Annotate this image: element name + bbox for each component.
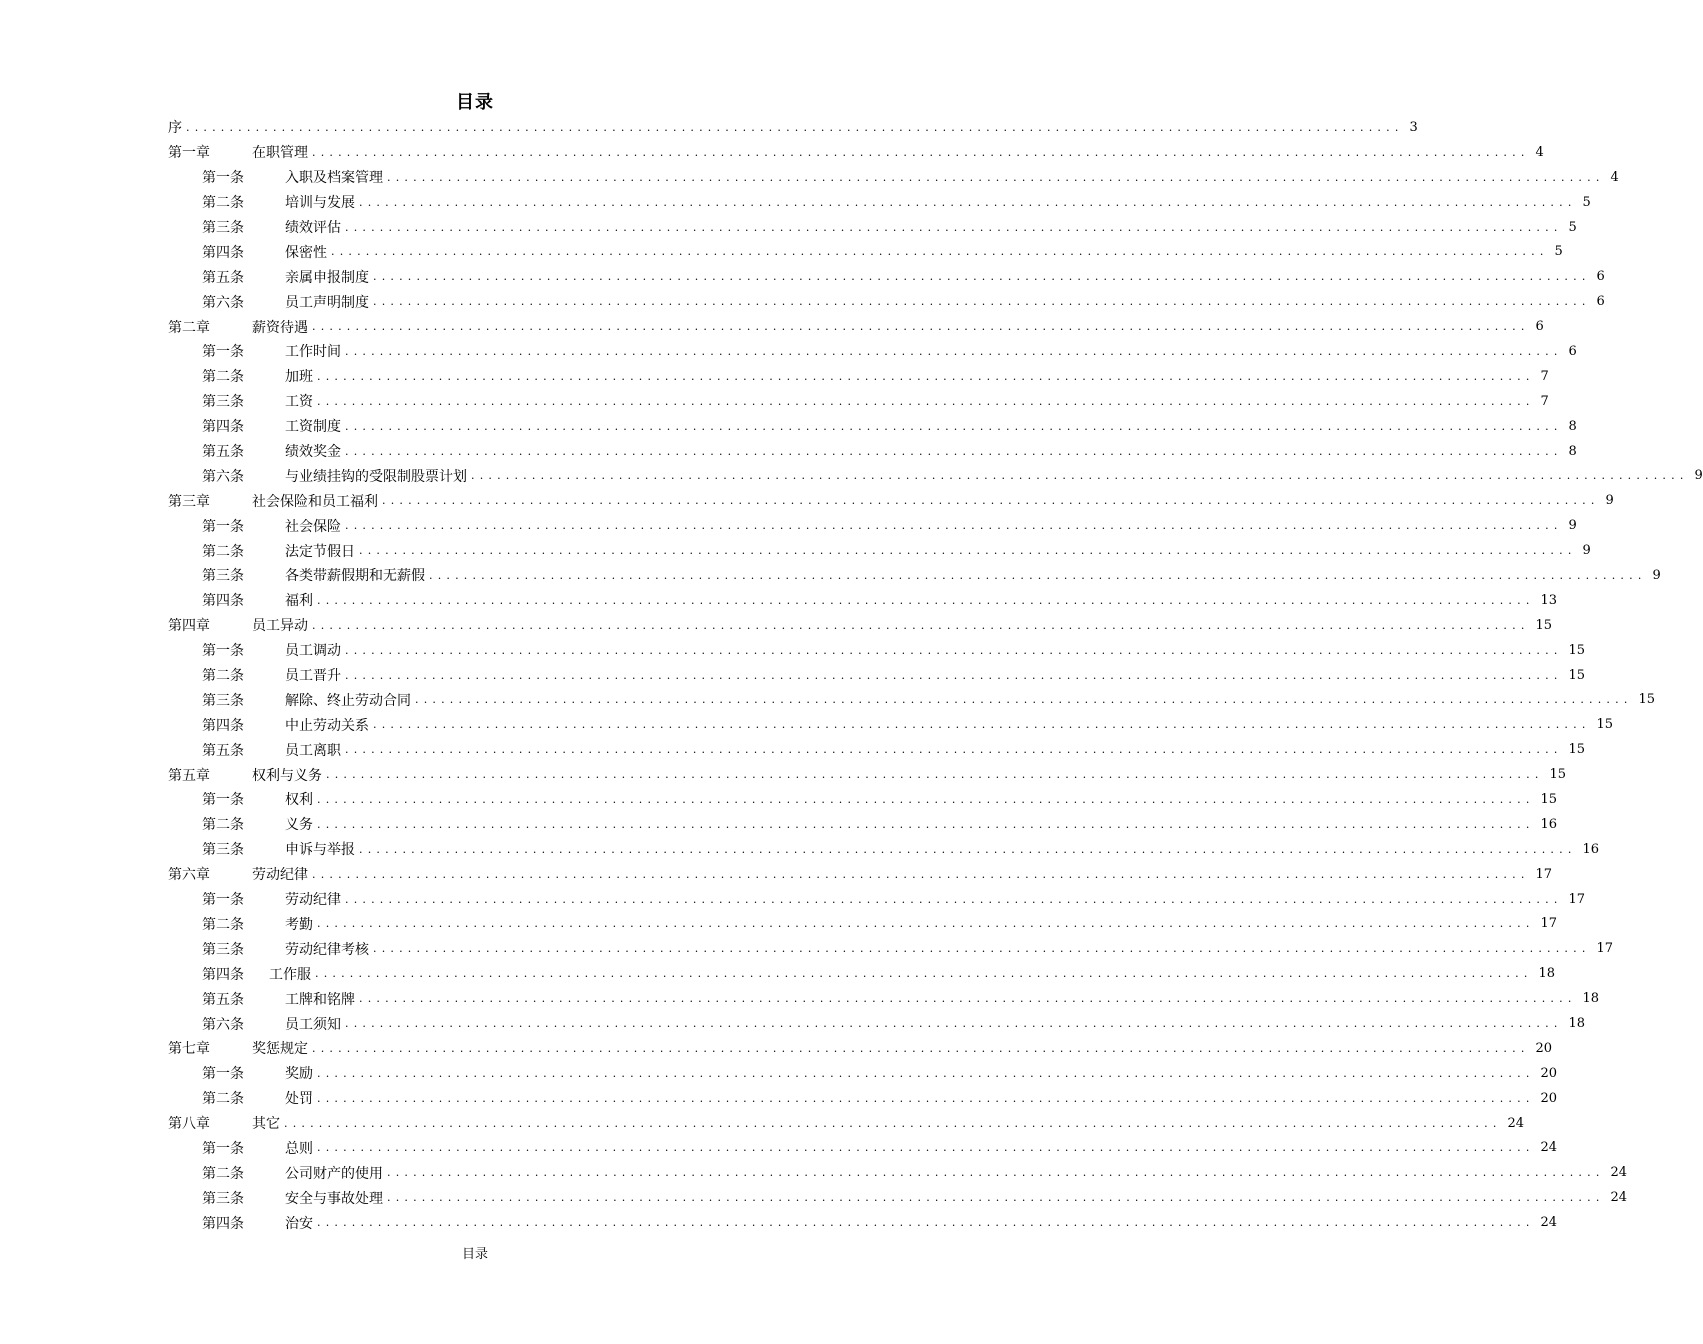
entry-page-number: 18 <box>1582 991 1600 1007</box>
entry-page-number: 13 <box>1540 592 1558 608</box>
entry-number: 第三条 <box>202 692 244 709</box>
dot-leader: ............................................................................................................................................ <box>345 444 1563 458</box>
toc-chapter-entry[interactable] <box>168 140 1544 165</box>
dot-leader: ............................................................................................................................................ <box>387 1166 1605 1180</box>
dot-leader: ............................................................................................................................................ <box>345 643 1563 657</box>
entry-number: 第六条 <box>202 468 244 485</box>
entry-number: 第三条 <box>202 568 244 585</box>
entry-page-number: 15 <box>1568 667 1586 683</box>
toc-article-entry[interactable] <box>168 687 1656 712</box>
entry-title: 工牌和铭牌 <box>285 991 355 1008</box>
toc-article-entry[interactable] <box>168 389 1549 414</box>
entry-page-number: 24 <box>1540 1140 1558 1156</box>
dot-leader: ............................................................................................................................................ <box>317 369 1535 383</box>
toc-article-entry[interactable] <box>168 986 1600 1011</box>
entry-page-number: 20 <box>1540 1065 1558 1081</box>
entry-page-number: 6 <box>1535 319 1544 335</box>
entry-number: 第三条 <box>202 220 244 236</box>
entry-page-number: 17 <box>1535 866 1553 882</box>
entry-title: 法定节假日 <box>285 543 355 560</box>
entry-page-number: 5 <box>1582 194 1591 210</box>
toc-article-entry[interactable] <box>168 912 1558 937</box>
entry-page-number: 5 <box>1554 244 1563 260</box>
dot-leader: ............................................................................................................................................ <box>186 120 1404 134</box>
entry-title: 加班 <box>285 369 313 386</box>
entry-number: 第五条 <box>202 444 244 461</box>
entry-number: 第一条 <box>202 1140 244 1157</box>
entry-number: 第二条 <box>202 195 244 212</box>
entry-title: 申诉与举报 <box>285 842 355 859</box>
entry-title: 在职管理 <box>252 145 308 162</box>
entry-number: 第一条 <box>202 792 244 809</box>
toc-article-entry[interactable] <box>168 787 1558 812</box>
entry-page-number: 6 <box>1596 269 1605 285</box>
entry-page-number: 15 <box>1638 692 1656 708</box>
dot-leader: ............................................................................................................................................ <box>382 494 1600 508</box>
entry-title: 奖励 <box>285 1066 313 1083</box>
dot-leader: ............................................................................................................................................ <box>312 145 1530 159</box>
entry-title: 培训与发展 <box>285 195 355 212</box>
entry-number: 第八章 <box>168 1116 210 1133</box>
entry-page-number: 24 <box>1507 1115 1525 1131</box>
dot-leader: ............................................................................................................................................ <box>359 992 1577 1006</box>
entry-number: 第五条 <box>202 742 244 759</box>
toc-chapter-entry[interactable] <box>168 488 1614 513</box>
toc-article-entry[interactable] <box>168 737 1586 762</box>
entry-title: 劳动纪律 <box>252 867 308 884</box>
entry-number: 第四条 <box>202 419 244 436</box>
toc-article-entry[interactable] <box>168 1210 1558 1235</box>
entry-title: 其它 <box>252 1116 280 1133</box>
entry-number: 第一条 <box>202 170 244 187</box>
toc-article-entry[interactable] <box>168 339 1577 364</box>
entry-page-number: 17 <box>1540 916 1558 932</box>
dot-leader: ............................................................................................................................................ <box>387 170 1605 184</box>
dot-leader: ............................................................................................................................................ <box>317 817 1535 831</box>
dot-leader: ............................................................................................................................................ <box>471 469 1689 483</box>
entry-title: 社会保险和员工福利 <box>252 493 378 510</box>
dot-leader: ............................................................................................................................................ <box>359 195 1577 209</box>
entry-title: 社会保险 <box>285 518 341 535</box>
dot-leader: ............................................................................................................................................ <box>331 245 1549 259</box>
toc-chapter-entry[interactable] <box>168 862 1553 887</box>
entry-page-number: 17 <box>1568 891 1586 907</box>
dot-leader: ............................................................................................................................................ <box>317 917 1535 931</box>
entry-title: 亲属申报制度 <box>285 269 369 286</box>
entry-page-number: 9 <box>1582 543 1591 559</box>
entry-number: 第六条 <box>202 1016 244 1033</box>
entry-title: 公司财产的使用 <box>285 1165 383 1182</box>
entry-number: 第五条 <box>202 269 244 286</box>
entry-number: 第二条 <box>202 817 244 834</box>
toc-chapter-entry[interactable] <box>168 1111 1525 1136</box>
toc-chapter-entry[interactable] <box>168 115 1418 140</box>
page-title: 目录 <box>456 92 494 113</box>
toc-article-entry[interactable] <box>168 1011 1586 1036</box>
dot-leader: ............................................................................................................................................ <box>373 942 1591 956</box>
entry-page-number: 9 <box>1694 468 1703 484</box>
entry-number: 第三章 <box>168 493 210 510</box>
entry-title: 员工须知 <box>285 1016 341 1033</box>
entry-number: 第二条 <box>202 1165 244 1182</box>
entry-page-number: 20 <box>1540 1090 1558 1106</box>
entry-number: 第一条 <box>202 892 244 909</box>
entry-title: 工作服 <box>269 966 311 983</box>
entry-number: 第二章 <box>168 319 210 336</box>
entry-title: 员工调动 <box>285 643 341 660</box>
dot-leader: ............................................................................................................................................ <box>326 768 1544 782</box>
entry-page-number: 24 <box>1610 1165 1628 1181</box>
entry-page-number: 15 <box>1535 617 1553 633</box>
toc-article-entry[interactable] <box>168 887 1586 912</box>
entry-number: 第三条 <box>202 394 244 411</box>
toc-article-entry[interactable] <box>168 165 1619 190</box>
entry-number: 第四条 <box>202 593 244 610</box>
dot-leader: ............................................................................................................................................ <box>345 743 1563 757</box>
entry-number: 第一条 <box>202 518 244 535</box>
dot-leader: ............................................................................................................................................ <box>317 1066 1535 1080</box>
dot-leader: ............................................................................................................................................ <box>359 842 1577 856</box>
entry-title: 劳动纪律考核 <box>285 941 369 958</box>
entry-number: 第三条 <box>202 941 244 958</box>
toc-article-entry[interactable] <box>168 712 1614 737</box>
entry-page-number: 18 <box>1568 1016 1586 1031</box>
toc-article-entry[interactable] <box>168 264 1605 289</box>
entry-page-number: 6 <box>1568 343 1577 359</box>
entry-page-number: 8 <box>1568 443 1577 459</box>
entry-number: 第四条 <box>202 244 244 261</box>
entry-number: 第二条 <box>202 916 244 933</box>
entry-page-number: 16 <box>1540 816 1558 832</box>
entry-page-number: 17 <box>1596 941 1614 957</box>
dot-leader: ............................................................................................................................................ <box>429 568 1647 582</box>
dot-leader: ............................................................................................................................................ <box>373 270 1591 284</box>
entry-title: 员工离职 <box>285 742 341 759</box>
entry-page-number: 6 <box>1596 294 1605 310</box>
entry-page-number: 24 <box>1540 1215 1558 1231</box>
toc-chapter-entry[interactable] <box>168 314 1544 339</box>
entry-number: 第四条 <box>202 717 244 734</box>
toc-article-entry[interactable] <box>168 239 1563 264</box>
dot-leader: ............................................................................................................................................ <box>315 967 1533 981</box>
entry-title: 义务 <box>285 817 313 834</box>
entry-title: 劳动纪律 <box>285 892 341 909</box>
entry-page-number: 15 <box>1549 767 1567 783</box>
dot-leader: ............................................................................................................................................ <box>317 1091 1535 1105</box>
dot-leader: ............................................................................................................................................ <box>345 668 1563 682</box>
dot-leader: ............................................................................................................................................ <box>345 419 1563 433</box>
entry-page-number: 15 <box>1596 717 1614 733</box>
entry-page-number: 15 <box>1540 791 1558 807</box>
entry-page-number: 3 <box>1409 119 1418 135</box>
entry-title: 解除、终止劳动合同 <box>285 692 411 709</box>
entry-page-number: 8 <box>1568 418 1577 434</box>
toc-article-entry[interactable] <box>168 961 1556 986</box>
entry-page-number: 18 <box>1538 966 1556 982</box>
entry-title: 绩效奖金 <box>285 444 341 461</box>
entry-number: 第二条 <box>202 369 244 386</box>
entry-page-number: 16 <box>1582 841 1600 857</box>
toc-article-entry[interactable] <box>168 588 1558 613</box>
entry-title: 保密性 <box>285 244 327 261</box>
dot-leader: ............................................................................................................................................ <box>415 693 1633 707</box>
entry-title: 工作时间 <box>285 344 341 361</box>
entry-number: 第五章 <box>168 767 210 784</box>
toc-article-entry[interactable] <box>168 1086 1558 1111</box>
entry-number: 第六章 <box>168 867 210 884</box>
entry-page-number: 7 <box>1540 393 1549 409</box>
entry-title: 安全与事故处理 <box>285 1190 383 1207</box>
toc-article-entry[interactable] <box>168 289 1605 314</box>
entry-number: 第四条 <box>202 966 244 983</box>
table-of-contents <box>168 115 1703 1235</box>
dot-leader: ............................................................................................................................................ <box>345 220 1563 234</box>
entry-title: 员工晋升 <box>285 668 341 685</box>
entry-number: 第六条 <box>202 294 244 311</box>
entry-title: 薪资待遇 <box>252 319 308 336</box>
entry-title: 与业绩挂钩的受限制股票计划 <box>285 468 467 485</box>
toc-article-entry[interactable] <box>168 215 1577 240</box>
toc-article-entry[interactable] <box>168 538 1591 563</box>
entry-number: 第一条 <box>202 344 244 361</box>
entry-title: 总则 <box>285 1140 313 1157</box>
entry-page-number: 5 <box>1568 219 1577 235</box>
entry-page-number: 4 <box>1610 169 1619 185</box>
dot-leader: ............................................................................................................................................ <box>317 1216 1535 1230</box>
entry-title: 各类带薪假期和无薪假 <box>285 568 425 585</box>
entry-page-number: 4 <box>1535 144 1544 160</box>
dot-leader: ............................................................................................................................................ <box>312 867 1530 881</box>
entry-page-number: 7 <box>1540 368 1549 384</box>
toc-article-entry[interactable] <box>168 513 1577 538</box>
dot-leader: ............................................................................................................................................ <box>312 618 1530 632</box>
entry-number: 第一章 <box>168 145 210 162</box>
dot-leader: ............................................................................................................................................ <box>373 295 1591 309</box>
dot-leader: ............................................................................................................................................ <box>345 1017 1563 1030</box>
entry-number: 第七章 <box>168 1041 210 1058</box>
entry-number: 第四条 <box>202 1215 244 1232</box>
dot-leader: ............................................................................................................................................ <box>317 394 1535 408</box>
entry-title: 工资制度 <box>285 419 341 436</box>
toc-chapter-entry[interactable] <box>168 1036 1553 1061</box>
entry-page-number: 20 <box>1535 1040 1553 1056</box>
dot-leader: ............................................................................................................................................ <box>359 544 1577 558</box>
toc-article-entry[interactable] <box>168 1160 1628 1185</box>
entry-number: 第二条 <box>202 1091 244 1108</box>
toc-article-entry[interactable] <box>168 463 1703 488</box>
entry-title: 中止劳动关系 <box>285 717 369 734</box>
entry-title: 序 <box>168 120 182 137</box>
dot-leader: ............................................................................................................................................ <box>373 718 1591 732</box>
toc-chapter-entry[interactable] <box>168 762 1567 787</box>
dot-leader: ............................................................................................................................................ <box>345 344 1563 358</box>
entry-number: 第二条 <box>202 543 244 560</box>
entry-title: 权利 <box>285 792 313 809</box>
toc-article-entry[interactable] <box>168 414 1577 439</box>
toc-article-entry[interactable] <box>168 936 1614 961</box>
toc-article-entry[interactable] <box>168 1061 1558 1086</box>
toc-article-entry[interactable] <box>168 1136 1558 1161</box>
entry-title: 治安 <box>285 1215 313 1232</box>
entry-page-number: 15 <box>1568 642 1586 658</box>
entry-title: 工资 <box>285 394 313 411</box>
page-footer: 目录 <box>461 1247 488 1262</box>
toc-article-entry[interactable] <box>168 837 1600 862</box>
entry-page-number: 9 <box>1568 518 1577 534</box>
toc-article-entry[interactable] <box>168 1185 1628 1210</box>
toc-article-entry[interactable] <box>168 812 1558 837</box>
toc-article-entry[interactable] <box>168 638 1586 663</box>
dot-leader: ............................................................................................................................................ <box>345 519 1563 533</box>
entry-title: 处罚 <box>285 1091 313 1108</box>
entry-number: 第五条 <box>202 991 244 1008</box>
dot-leader: ............................................................................................................................................ <box>312 320 1530 334</box>
entry-title: 福利 <box>285 593 313 610</box>
entry-number: 第三条 <box>202 842 244 859</box>
entry-title: 权利与义务 <box>252 767 322 784</box>
dot-leader: ............................................................................................................................................ <box>317 1141 1535 1155</box>
toc-chapter-entry[interactable] <box>168 613 1553 638</box>
entry-number: 第一条 <box>202 643 244 660</box>
toc-article-entry[interactable] <box>168 663 1586 688</box>
dot-leader: ............................................................................................................................................ <box>317 792 1535 806</box>
toc-article-entry[interactable] <box>168 439 1577 464</box>
entry-number: 第三条 <box>202 1190 244 1207</box>
dot-leader: ............................................................................................................................................ <box>317 593 1535 607</box>
entry-title: 员工声明制度 <box>285 294 369 311</box>
entry-number: 第一条 <box>202 1066 244 1083</box>
dot-leader: ............................................................................................................................................ <box>312 1041 1530 1055</box>
toc-article-entry[interactable] <box>168 190 1591 215</box>
dot-leader: ............................................................................................................................................ <box>387 1191 1605 1205</box>
entry-title: 绩效评估 <box>285 220 341 236</box>
entry-title: 员工异动 <box>252 618 308 635</box>
dot-leader: ............................................................................................................................................ <box>284 1116 1502 1130</box>
entry-page-number: 9 <box>1605 493 1614 509</box>
dot-leader: ............................................................................................................................................ <box>345 892 1563 906</box>
entry-title: 入职及档案管理 <box>285 170 383 187</box>
entry-title: 奖惩规定 <box>252 1041 308 1058</box>
entry-number: 第四章 <box>168 618 210 635</box>
toc-article-entry[interactable] <box>168 563 1661 588</box>
entry-page-number: 9 <box>1652 567 1661 583</box>
entry-number: 第二条 <box>202 668 244 685</box>
toc-article-entry[interactable] <box>168 364 1549 389</box>
entry-page-number: 24 <box>1610 1190 1628 1206</box>
entry-title: 考勤 <box>285 916 313 933</box>
entry-page-number: 15 <box>1568 742 1586 758</box>
